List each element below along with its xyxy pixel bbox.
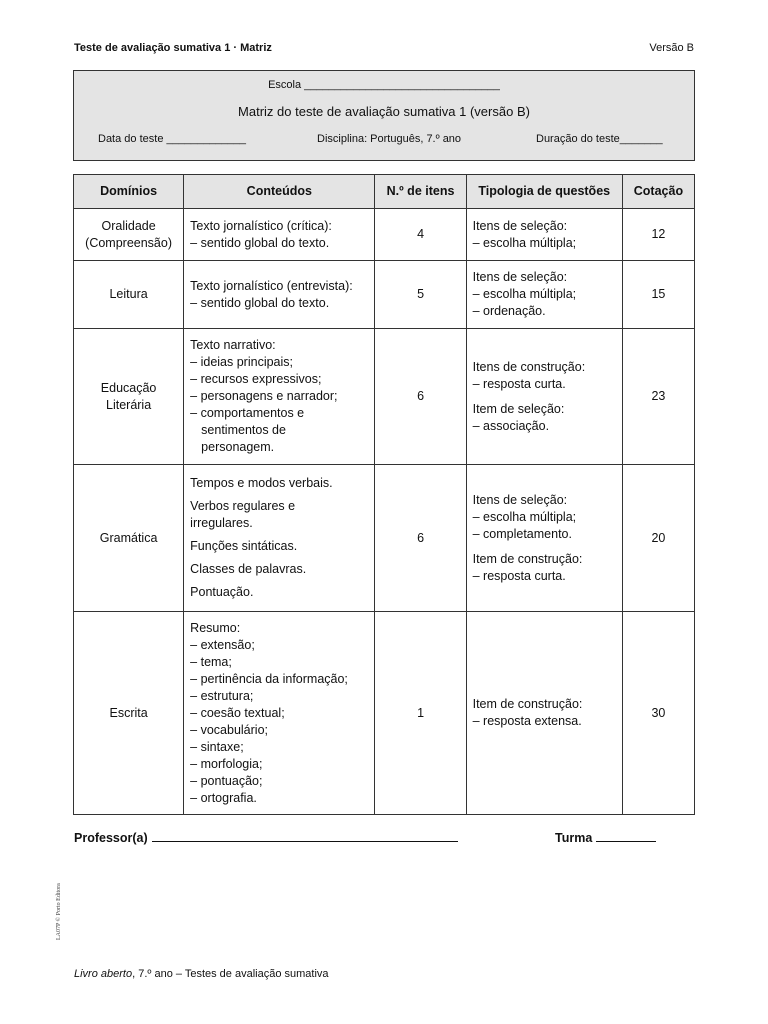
header-domains: Domínios (74, 175, 184, 209)
type-line: Item de construção: (472, 697, 583, 711)
score-value: 12 (622, 209, 694, 261)
table-row (74, 261, 695, 329)
score-value: 15 (622, 261, 694, 329)
content-line: Funções sintáticas. (190, 539, 298, 553)
header-item-count: N.º de itens (375, 175, 466, 209)
duration-field: Duração do teste_______ (536, 133, 663, 145)
professor-blank-line (152, 830, 458, 842)
type-line: Item de seleção: (472, 401, 565, 416)
type-line: Itens de seleção: (472, 492, 568, 507)
content-line: – tema; (190, 654, 232, 669)
content-line: sentimentos de (201, 423, 286, 437)
test-date-field: Data do teste _____________ (98, 133, 247, 145)
item-count: 1 (375, 612, 466, 815)
school-field: Escola ________________________________ (268, 79, 500, 91)
type-line: – escolha múltipla; (472, 509, 577, 524)
discipline-label: Disciplina: Português, 7.º ano (317, 133, 462, 145)
domain-cell (74, 612, 184, 815)
content-line: – pontuação; (190, 773, 263, 788)
content-line: – ortografia. (190, 790, 257, 805)
type-line: – resposta curta. (472, 376, 566, 391)
type-line: Item de construção: (472, 551, 583, 566)
matrix-table (73, 174, 695, 815)
table-row (74, 209, 695, 261)
content-line: Texto narrativo: (190, 338, 276, 352)
class-blank-line (596, 830, 656, 842)
score-value: 30 (622, 612, 694, 815)
content-line: – comportamentos e (190, 406, 305, 420)
type-cell (466, 612, 622, 815)
content-line: – vocabulário; (190, 722, 268, 737)
professor-label: Professor(a) (74, 831, 148, 845)
book-subtitle: , 7.º ano – Testes de avaliação sumativa (132, 968, 329, 980)
professor-field (74, 830, 458, 845)
domain-cell (74, 261, 184, 329)
domain-label: Educação (100, 380, 157, 395)
type-line: – escolha múltipla; (472, 287, 577, 301)
content-cell (184, 612, 375, 815)
content-line: – sentido global do texto. (190, 235, 330, 250)
domain-label: Leitura (109, 287, 148, 301)
type-line: – completamento. (472, 526, 572, 541)
matrix-title: Matriz do teste de avaliação sumativa 1 (versão B) (238, 104, 530, 119)
type-line: – ordenação. (472, 304, 546, 318)
content-line: – ideias principais; (190, 355, 294, 369)
item-count: 6 (375, 465, 466, 612)
domain-cell (74, 209, 184, 261)
content-line: Classes de palavras. (190, 562, 307, 576)
content-line: – pertinência da informação; (190, 671, 348, 686)
type-line: – resposta curta. (472, 568, 566, 583)
score-value: 23 (622, 329, 694, 465)
content-cell (184, 465, 375, 612)
header-contents: Conteúdos (184, 175, 375, 209)
domain-label: Literária (106, 397, 152, 412)
table-row (74, 329, 695, 465)
type-line: Itens de seleção: (472, 218, 568, 233)
content-line: Texto jornalístico (entrevista): (190, 278, 353, 293)
domain-label: Escrita (109, 705, 148, 720)
content-line: irregulares. (190, 516, 253, 530)
content-line: – extensão; (190, 637, 255, 652)
domain-label: (Compreensão) (85, 235, 172, 250)
content-line: Verbos regulares e (190, 499, 296, 513)
content-line: – recursos expressivos; (190, 372, 322, 386)
content-line: – personagens e narrador; (190, 389, 338, 403)
domain-cell (74, 329, 184, 465)
item-count: 6 (375, 329, 466, 465)
content-line: personagem. (201, 440, 275, 454)
content-line: Pontuação. (190, 585, 254, 599)
content-cell (184, 329, 375, 465)
class-field (555, 830, 656, 845)
class-label: Turma (555, 831, 593, 845)
header-title: Teste de avaliação sumativa 1 · Matriz (74, 42, 272, 54)
header-score: Cotação (622, 175, 694, 209)
content-line: – sentido global do texto. (190, 295, 330, 310)
table-row (74, 465, 695, 612)
type-cell (466, 465, 622, 612)
domain-label: Oralidade (101, 218, 156, 233)
header-version: Versão B (649, 42, 694, 54)
type-line: – resposta extensa. (472, 714, 582, 728)
content-cell (184, 261, 375, 329)
score-value: 20 (622, 465, 694, 612)
header-question-type: Tipologia de questões (466, 175, 622, 209)
item-count: 4 (375, 209, 466, 261)
content-line: Texto jornalístico (crítica): (190, 218, 332, 233)
page-footer (74, 968, 329, 980)
content-line: Resumo: (190, 620, 241, 635)
content-line: – coesão textual; (190, 705, 285, 720)
type-cell (466, 261, 622, 329)
book-title: Livro aberto (74, 968, 133, 980)
domain-label: Gramática (99, 530, 158, 545)
table-row (74, 612, 695, 815)
content-cell (184, 209, 375, 261)
type-line: – escolha múltipla; (472, 235, 577, 250)
item-count: 5 (375, 261, 466, 329)
type-line: – associação. (472, 418, 550, 433)
content-line: Tempos e modos verbais. (190, 476, 333, 490)
info-box (73, 70, 695, 161)
type-cell (466, 329, 622, 465)
domain-cell (74, 465, 184, 612)
content-line: – estrutura; (190, 688, 254, 703)
type-line: Itens de seleção: (472, 270, 568, 284)
publisher-note: LA07P © Porto Editora (56, 883, 62, 940)
table-header-row (74, 175, 695, 209)
type-line: Itens de construção: (472, 359, 586, 374)
content-line: – sintaxe; (190, 739, 244, 754)
content-line: – morfologia; (190, 756, 263, 771)
type-cell (466, 209, 622, 261)
